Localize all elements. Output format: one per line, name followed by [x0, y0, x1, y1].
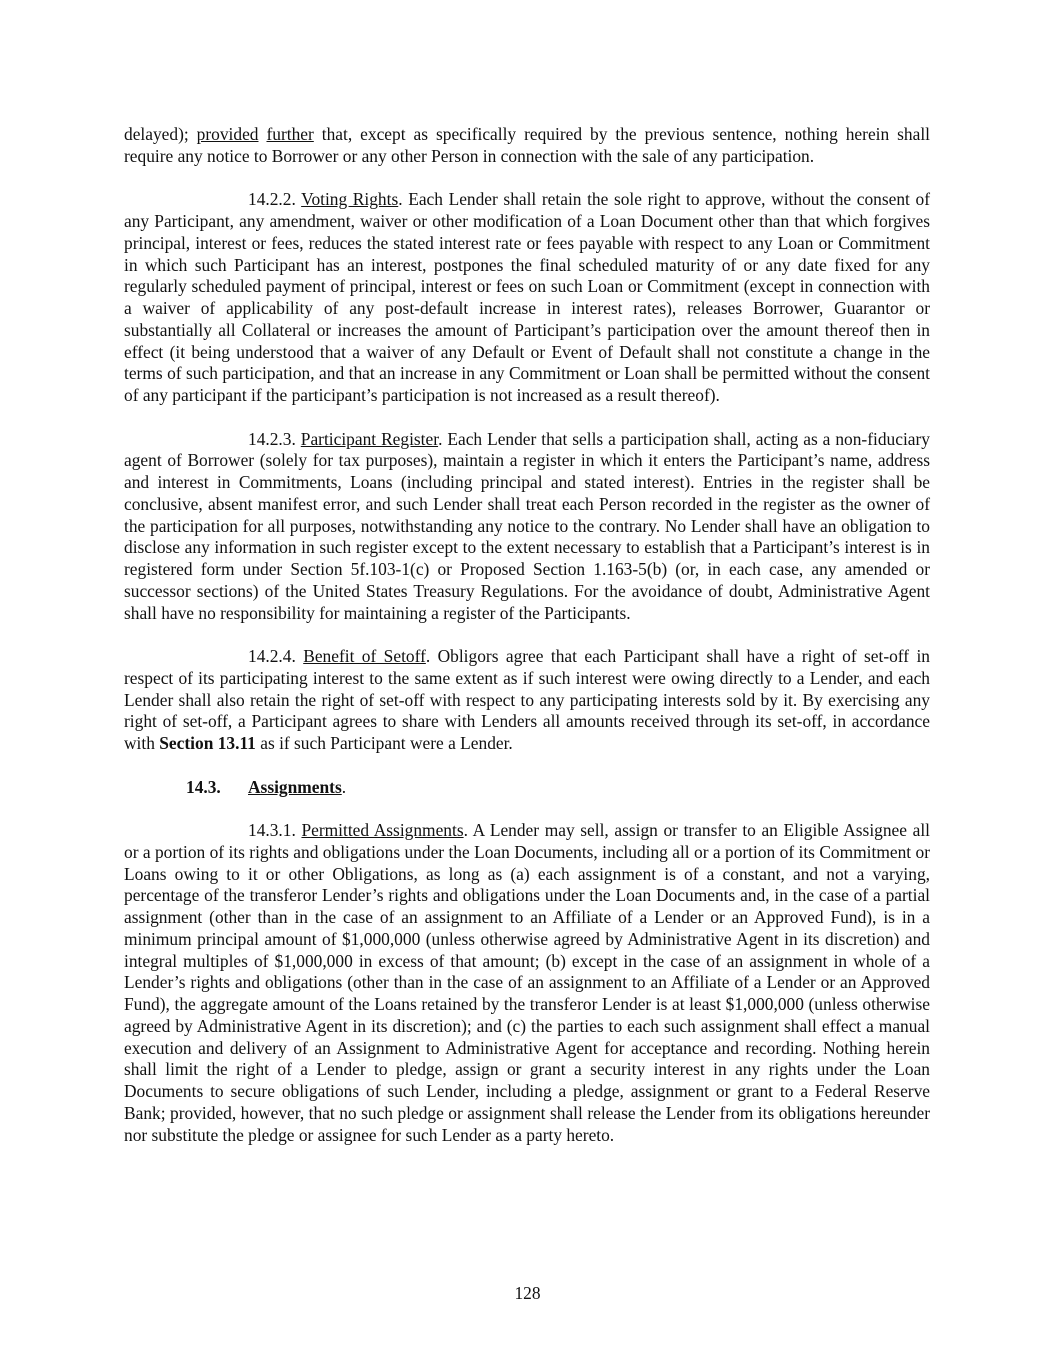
section-body: . A Lender may sell, assign or transfer to an Eligible Assignee all or a portion of its rights and obligations under the Loan Documents, including all or a portion of its Commitment or Loans owing to it or other Obligations, as long as (a) each assignment is of a constant, and not a varying, percentage of the transferor Lender’s rights and obligations under the Loan Documents and, in the case of a partial assignment (other than in the case of an assignment to an Affiliate of a Lender or an Approved Fund), is in a minimum principal amount of $1,000,000 (unless otherwise agreed by Administrative Agent in its discretion) and integral multiples of $1,000,000 in excess of that amount; (b) except in the case of an assignment in whole of a Lender’s rights and obligations (other than in the case of an assignment to an Affiliate of a Lender or an Approved Fund), the aggregate amount of the Loans retained by the transferor Lender is at least $1,000,000 (unless otherwise agreed by Administrative Agent in its discretion); and (c) the parties to each such assignment shall effect a manual execution and delivery of an Assignment to Administrative Agent for acceptance and recording. Nothing herein shall limit the right of a Lender to pledge, assign or grant a security interest in any rights under the Loan Documents to secure obligations of such Lender, including a pledge, assignment or grant to a Federal Reserve Bank; provided, however, that no such pledge or assignment shall release the Lender from its obligations hereunder nor substitute the pledge or assignee for such Lender as a party hereto. [124, 820, 930, 1145]
section-reference: Section 13.11 [159, 733, 256, 753]
section-number: 14.2.3. [248, 428, 301, 449]
further-term: further [266, 124, 314, 144]
section-body: . Each Lender shall retain the sole right to approve, without the consent of any Participant, any amendment, waiver or other modification of a Loan Document other than that which forgives principal, interest or fees, reduces the stated interest rate or fees payable with respect to any Loan or Commitment in which such Participant has an interest, postpones the final scheduled maturity of or any date fixed for any regularly scheduled payment of principal, interest or fees on such Loan or Commitment (except in connection with a waiver of applicability of any post-default increase in interest rates), releases Borrower, Guarantor or substantially all Collateral or increases the amount of Participant’s participation over the amount thereof then in effect (it being understood that a waiver of any Default or Event of Default shall not constitute a change in the terms of such participation, and that an increase in any Commitment or Loan shall be permitted without the consent of any participant if the participant’s participation is not increased as a result thereof). [124, 189, 930, 405]
section-14-3-heading [186, 777, 930, 799]
section-title: Permitted Assignments [301, 820, 464, 840]
section-14-2-4 [124, 646, 930, 755]
section-14-3-1 [124, 820, 930, 1146]
section-number: 14.3.1. [248, 820, 302, 840]
page-number: 128 [514, 1283, 541, 1303]
section-title: Voting Rights [301, 189, 399, 210]
section-title: Assignments [248, 776, 342, 797]
section-number: 14.2.4. [248, 646, 304, 666]
text: delayed); [124, 124, 197, 144]
provided-term: provided [196, 124, 259, 144]
section-number: 14.3. [186, 776, 221, 797]
section-14-2-2 [124, 189, 930, 407]
paragraph-continuation [124, 124, 930, 168]
section-body: as if such Participant were a Lender. [255, 733, 513, 753]
text: . [341, 776, 347, 797]
section-title: Participant Register [300, 428, 439, 449]
section-title: Benefit of Setoff [303, 646, 426, 666]
section-14-2-3 [124, 429, 930, 625]
text: that, except as specifically required by the previous sentence, nothing herein shall require any notice to Borrower or any other Person in connection with the sale of any participation. [124, 124, 930, 166]
section-body: . Each Lender that sells a participation shall, acting as a non-fiduciary agent of Borrower (solely for tax purposes), maintain a register in which it enters the Participant’s name, address and interest in Commitments, Loans (including principal and stated interest). Entries in the register shall be conclusive, absent manifest error, and such Lender shall treat each Person recorded in the register as the owner of the participation for all purposes, notwithstanding any notice to the contrary. No Lender shall have an obligation to disclose any information in such register except to the extent necessary to establish that a Participant’s interest is in registered form under Section 5f.103-1(c) or Proposed Section 1.163-5(b) (or, in each case, any amended or successor sections) of the United States Treasury Regulations. For the avoidance of doubt, Administrative Agent shall have no responsibility for maintaining a register of the Participants. [124, 428, 930, 623]
section-body: . Obligors agree that each Participant shall have a right of set-off in respect of its participating interest to the same extent as if such interest were owing directly to a Lender, and each Lender shall also retain the right of set-off with respect to any participating interests sold by it. By exercising any right of set-off, a Participant agrees to share with Lenders all amounts received through its set-off, in accordance with [124, 646, 930, 753]
section-number: 14.2.2. [248, 189, 302, 210]
document-page [124, 124, 930, 1168]
